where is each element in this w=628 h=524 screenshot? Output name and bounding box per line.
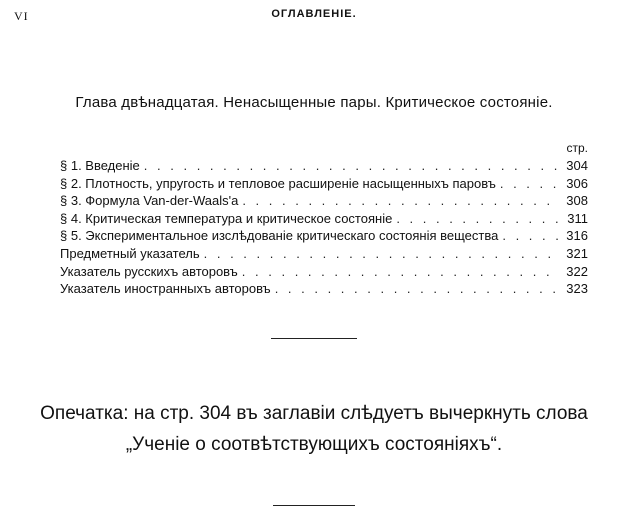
page-number: VI (14, 9, 29, 23)
toc-entry (60, 227, 588, 245)
toc-entry-title: § 5. Экспериментальное изслѣдованіе критическаго состоянія вещества (60, 228, 499, 244)
erratum-line-2: „Ученіе о соотвѣтствующихъ состояніяхъ“. (125, 434, 503, 455)
toc-entry (60, 210, 588, 228)
toc-entry-title: Указатель иностранныхъ авторовъ (60, 281, 271, 297)
toc-entry-title: Указатель русскихъ авторовъ (60, 263, 238, 279)
toc-entry (60, 157, 588, 175)
dot-leader (242, 192, 560, 210)
erratum-line-1: Опечатка: на стр. 304 въ заглавіи слѣдуетъ вычеркнуть слова (40, 403, 588, 424)
dot-leader (396, 210, 560, 228)
toc-entry-title: Предметный указатель (60, 245, 200, 261)
dot-leader (204, 245, 560, 263)
section-divider (271, 338, 357, 339)
table-of-contents (60, 139, 588, 298)
toc-entry-page: 308 (566, 193, 588, 209)
dot-leader (502, 227, 560, 245)
dot-leader (275, 280, 560, 298)
dot-leader (144, 157, 560, 175)
chapter-title: Глава двѣнадцатая. Ненасыщенные пары. Критическое состояніе. (75, 94, 553, 111)
toc-entry-page: 304 (566, 158, 588, 173)
page-column-label: стр. (566, 141, 588, 155)
toc-entry (60, 263, 588, 281)
dot-leader (242, 263, 560, 281)
toc-entry-title: § 2. Плотность, упругость и тепловое расширеніе насыщенныхъ паровъ (60, 175, 496, 191)
toc-entry (60, 280, 588, 298)
toc-entry-title: § 3. Формула Van-der-Waals'a (60, 193, 239, 209)
toc-entry-page: 311 (567, 210, 588, 226)
toc-entry (60, 192, 588, 210)
toc-entry-page: 322 (566, 263, 588, 279)
toc-entry-title: § 4. Критическая температура и критическое состояніе (60, 210, 393, 226)
toc-entry-page: 323 (566, 281, 588, 297)
toc-entry (60, 175, 588, 193)
toc-entry-page: 316 (566, 228, 588, 244)
bottom-divider (273, 505, 355, 506)
toc-entry-page: 321 (566, 245, 588, 261)
toc-entry (60, 245, 588, 263)
toc-entry-page: 306 (566, 175, 588, 191)
dot-leader (500, 175, 560, 193)
running-title: ОГЛАВЛЕНІЕ. (271, 8, 357, 20)
erratum-note (0, 398, 628, 460)
toc-entry-title: § 1. Введеніе (60, 158, 140, 173)
